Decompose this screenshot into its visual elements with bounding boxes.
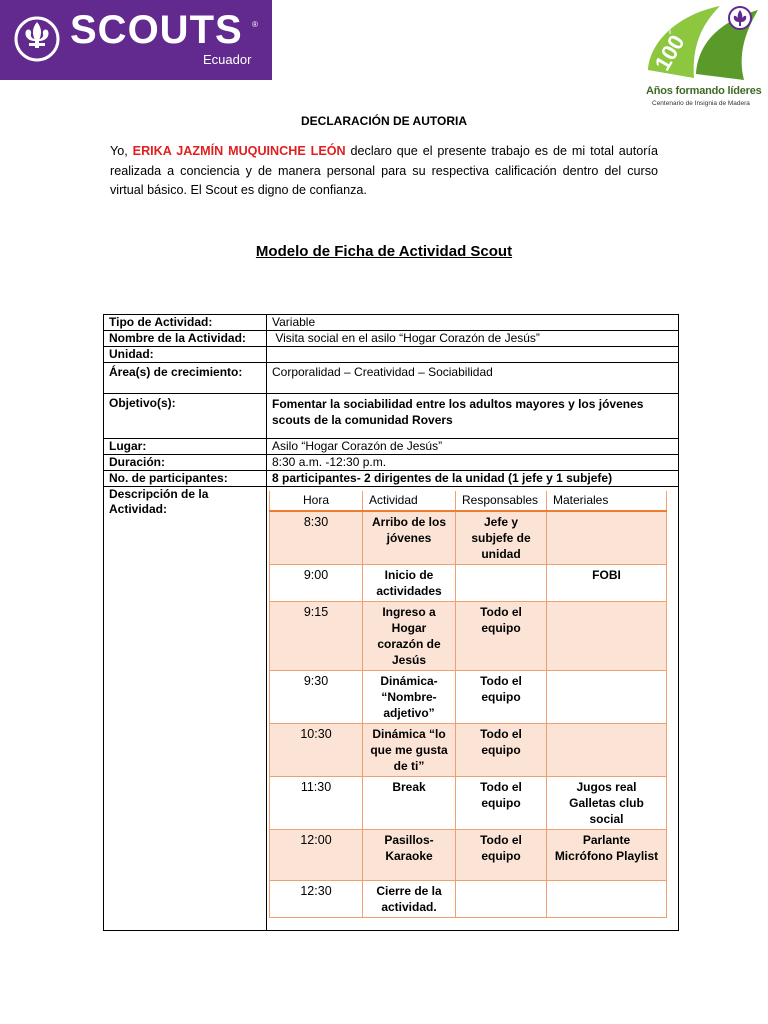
ficha-row-description xyxy=(104,487,679,931)
cell-materiales xyxy=(547,511,667,565)
description-label: Descripción de la Actividad: xyxy=(104,487,267,931)
centenario-emblem-icon xyxy=(640,0,768,84)
cell-hora: 9:15 xyxy=(270,602,363,671)
cell-hora: 10:30 xyxy=(270,724,363,777)
author-name: ERIKA JAZMÍN MUQUINCHE LEÓN xyxy=(132,144,346,158)
cell-responsables: Todo el equipo xyxy=(456,671,547,724)
row-label: Duración: xyxy=(104,455,267,471)
row-label: Área(s) de crecimiento: xyxy=(104,363,267,394)
cell-responsables: Todo el equipo xyxy=(456,777,547,830)
schedule-row xyxy=(270,565,667,602)
declaration-text: declaro que el presente trabajo es de mi total autoría realizada a conciencia y de manera personal para su respectiva calificación dentro del curso virtual básico. El Scout es digno de confianza. xyxy=(110,144,658,197)
schedule-row xyxy=(270,602,667,671)
ficha-row xyxy=(104,439,679,455)
logo-scouts-word: SCOUTS xyxy=(70,8,243,52)
row-value: Variable xyxy=(267,315,679,331)
row-value: Corporalidad – Creatividad – Sociabilidad xyxy=(267,363,679,394)
cell-actividad: Ingreso a Hogar corazón de Jesús xyxy=(363,602,456,671)
schedule-table xyxy=(269,491,667,918)
ficha-table xyxy=(103,314,679,931)
centenario-number: 100 xyxy=(649,30,690,75)
cell-hora: 9:30 xyxy=(270,671,363,724)
header-responsables: Responsables xyxy=(456,491,547,511)
row-value xyxy=(267,347,679,363)
declaration-prefix: Yo, xyxy=(110,144,133,158)
row-label: No. de participantes: xyxy=(104,471,267,487)
row-value: Visita social en el asilo “Hogar Corazón de Jesús” xyxy=(267,331,679,347)
ficha-row xyxy=(104,471,679,487)
declaration-title: DECLARACIÓN DE AUTORIA xyxy=(300,114,467,128)
ficha-title: Modelo de Ficha de Actividad Scout xyxy=(255,243,513,260)
schedule-row xyxy=(270,671,667,724)
fleur-de-lis-icon xyxy=(14,14,60,64)
row-label: Unidad: xyxy=(104,347,267,363)
schedule-header-row xyxy=(270,491,667,511)
cell-actividad: Cierre de la actividad. xyxy=(363,881,456,918)
cell-responsables: Todo el equipo xyxy=(456,602,547,671)
cell-materiales: FOBI xyxy=(547,565,667,602)
cell-hora: 11:30 xyxy=(270,777,363,830)
cell-actividad: Break xyxy=(363,777,456,830)
cell-actividad: Arribo de los jóvenes xyxy=(363,511,456,565)
logo-registered-mark: ® xyxy=(252,20,258,29)
cell-hora: 8:30 xyxy=(270,511,363,565)
cell-materiales xyxy=(547,881,667,918)
ficha-row xyxy=(104,394,679,439)
row-label: Tipo de Actividad: xyxy=(104,315,267,331)
cell-hora: 12:00 xyxy=(270,830,363,881)
schedule-row xyxy=(270,777,667,830)
cell-actividad: Pasillos- Karaoke xyxy=(363,830,456,881)
cell-materiales xyxy=(547,602,667,671)
ficha-row xyxy=(104,315,679,331)
cell-responsables xyxy=(456,565,547,602)
centenario-subtitle: Centenario de Insignia de Madera xyxy=(652,100,750,107)
cell-responsables: Jefe y subjefe de unidad xyxy=(456,511,547,565)
cell-responsables xyxy=(456,881,547,918)
declaration-paragraph xyxy=(110,142,658,201)
logo-country: Ecuador xyxy=(203,52,252,67)
cell-materiales: Parlante Micrófono Playlist xyxy=(547,830,667,881)
row-label: Lugar: xyxy=(104,439,267,455)
ficha-row xyxy=(104,331,679,347)
ficha-row xyxy=(104,347,679,363)
row-value: Asilo “Hogar Corazón de Jesús” xyxy=(267,439,679,455)
centenario-tagline: Años formando líderes xyxy=(646,85,762,97)
schedule-row xyxy=(270,881,667,918)
ficha-row xyxy=(104,363,679,394)
header-hora: Hora xyxy=(270,491,363,511)
cell-hora: 9:00 xyxy=(270,565,363,602)
cell-actividad: Dinámica- “Nombre- adjetivo” xyxy=(363,671,456,724)
schedule-row xyxy=(270,830,667,881)
cell-materiales xyxy=(547,724,667,777)
header-materiales: Materiales xyxy=(547,491,667,511)
schedule-row xyxy=(270,511,667,565)
cell-actividad: Dinámica “lo que me gusta de ti” xyxy=(363,724,456,777)
header-actividad: Actividad xyxy=(363,491,456,511)
ficha-row xyxy=(104,455,679,471)
row-label: Nombre de la Actividad: xyxy=(104,331,267,347)
row-value: 8:30 a.m. -12:30 p.m. xyxy=(267,455,679,471)
centenario-logo xyxy=(640,0,768,112)
schedule-row xyxy=(270,724,667,777)
row-value: 8 participantes- 2 dirigentes de la unidad (1 jefe y 1 subjefe) xyxy=(267,471,679,487)
row-value: Fomentar la sociabilidad entre los adultos mayores y los jóvenes scouts de la comunidad Rovers xyxy=(267,394,679,439)
cell-actividad: Inicio de actividades xyxy=(363,565,456,602)
cell-hora: 12:30 xyxy=(270,881,363,918)
scouts-ecuador-logo xyxy=(0,0,272,80)
cell-responsables: Todo el equipo xyxy=(456,830,547,881)
cell-responsables: Todo el equipo xyxy=(456,724,547,777)
description-cell xyxy=(267,487,679,931)
row-label: Objetivo(s): xyxy=(104,394,267,439)
cell-materiales xyxy=(547,671,667,724)
cell-materiales: Jugos real Galletas club social xyxy=(547,777,667,830)
